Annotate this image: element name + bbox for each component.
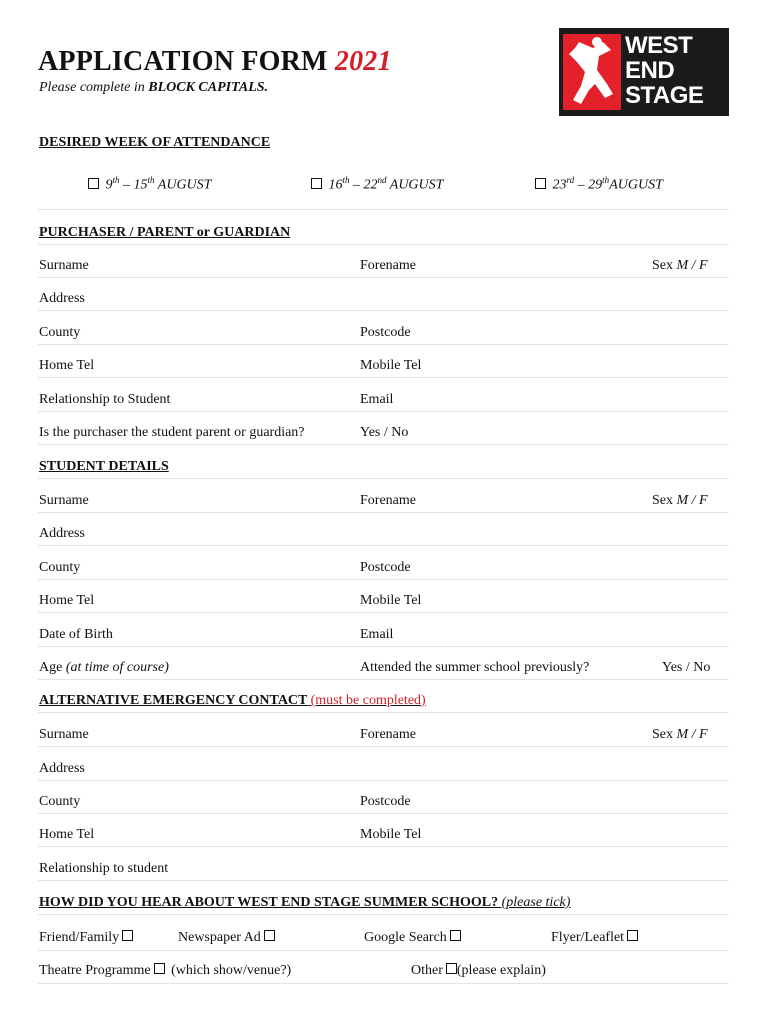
checkbox[interactable] — [311, 178, 322, 189]
purchaser-forename-label[interactable]: Forename — [360, 258, 416, 273]
checkbox[interactable] — [450, 930, 461, 941]
emergency-forename-label[interactable]: Forename — [360, 727, 416, 742]
week-option-3[interactable]: 23rd – 29thAUGUST — [532, 175, 663, 194]
purchaser-mobile-tel-label[interactable]: Mobile Tel — [360, 358, 422, 373]
attendance-heading: DESIRED WEEK OF ATTENDANCE — [39, 135, 271, 150]
emergency-county-label[interactable]: County — [39, 794, 81, 809]
student-home-tel-label[interactable]: Home Tel — [39, 593, 95, 608]
purchaser-county-label[interactable]: County — [39, 325, 81, 340]
emergency-home-tel-label[interactable]: Home Tel — [39, 827, 95, 842]
week-option-2[interactable]: 16th – 22nd AUGUST — [308, 175, 443, 194]
logo-word-end: END — [625, 57, 675, 84]
purchaser-sex-label[interactable]: Sex M / F — [652, 258, 708, 273]
purchaser-relationship-label[interactable]: Relationship to Student — [39, 392, 171, 407]
hear-option-other[interactable]: Other (please explain) — [411, 963, 546, 978]
purchaser-address-label[interactable]: Address — [39, 291, 85, 306]
checkbox[interactable] — [627, 930, 638, 941]
emergency-surname-label[interactable]: Surname — [39, 727, 89, 742]
form-year: 2021 — [334, 46, 392, 77]
purchaser-postcode-label[interactable]: Postcode — [360, 325, 411, 340]
student-postcode-label[interactable]: Postcode — [360, 560, 411, 575]
west-end-stage-logo — [559, 28, 729, 116]
emergency-sex-label[interactable]: Sex M / F — [652, 727, 708, 742]
hear-heading: HOW DID YOU HEAR ABOUT WEST END STAGE SUMMER SCHOOL? (please tick) — [39, 895, 571, 910]
hear-option-google[interactable]: Google Search — [364, 930, 464, 946]
emergency-heading: ALTERNATIVE EMERGENCY CONTACT (must be completed) — [39, 693, 426, 708]
hear-option-theatre[interactable]: Theatre Programme (which show/venue?) — [39, 963, 292, 978]
logo-word-west: WEST — [625, 32, 693, 59]
student-age-label[interactable]: Age (at time of course) — [39, 660, 169, 675]
student-heading: STUDENT DETAILS — [39, 459, 169, 474]
student-surname-label[interactable]: Surname — [39, 493, 89, 508]
purchaser-surname-label[interactable]: Surname — [39, 258, 89, 273]
student-attended-yes-no[interactable]: Yes / No — [662, 660, 711, 675]
emergency-address-label[interactable]: Address — [39, 761, 85, 776]
hear-option-friend[interactable]: Friend/Family — [39, 930, 136, 946]
purchaser-home-tel-label[interactable]: Home Tel — [39, 358, 95, 373]
emergency-postcode-label[interactable]: Postcode — [360, 794, 411, 809]
checkbox[interactable] — [88, 178, 99, 189]
purchaser-is-parent-yes-no[interactable]: Yes / No — [360, 425, 409, 440]
student-attended-question: Attended the summer school previously? — [360, 660, 590, 675]
form-title: APPLICATION FORM 2021 — [38, 46, 392, 77]
hear-option-newspaper[interactable]: Newspaper Ad — [178, 930, 278, 946]
student-forename-label[interactable]: Forename — [360, 493, 416, 508]
emergency-mobile-tel-label[interactable]: Mobile Tel — [360, 827, 422, 842]
purchaser-heading: PURCHASER / PARENT or GUARDIAN — [39, 225, 291, 240]
checkbox[interactable] — [264, 930, 275, 941]
logo-word-stage: STAGE — [625, 82, 704, 109]
student-mobile-tel-label[interactable]: Mobile Tel — [360, 593, 422, 608]
student-address-label[interactable]: Address — [39, 526, 85, 541]
emergency-relationship-label[interactable]: Relationship to student — [39, 861, 169, 876]
student-email-label[interactable]: Email — [360, 627, 394, 642]
student-dob-label[interactable]: Date of Birth — [39, 627, 113, 642]
emergency-note: (must be completed) — [310, 693, 426, 708]
hear-note: (please tick) — [501, 895, 571, 910]
week-option-1[interactable]: 9th – 15th AUGUST — [85, 175, 211, 194]
purchaser-is-parent-question: Is the purchaser the student parent or guardian? — [39, 425, 305, 440]
checkbox[interactable] — [535, 178, 546, 189]
please-explain-note: (please explain) — [456, 963, 546, 978]
dancer-figure-icon — [559, 28, 625, 116]
which-show-note: (which show/venue?) — [171, 963, 292, 978]
student-county-label[interactable]: County — [39, 560, 81, 575]
student-sex-label[interactable]: Sex M / F — [652, 493, 708, 508]
form-subtitle: Please complete in BLOCK CAPITALS. — [39, 80, 269, 95]
purchaser-email-label[interactable]: Email — [360, 392, 394, 407]
checkbox[interactable] — [122, 930, 133, 941]
checkbox[interactable] — [446, 963, 457, 974]
checkbox[interactable] — [154, 963, 165, 974]
hear-option-flyer[interactable]: Flyer/Leaflet — [551, 930, 641, 946]
